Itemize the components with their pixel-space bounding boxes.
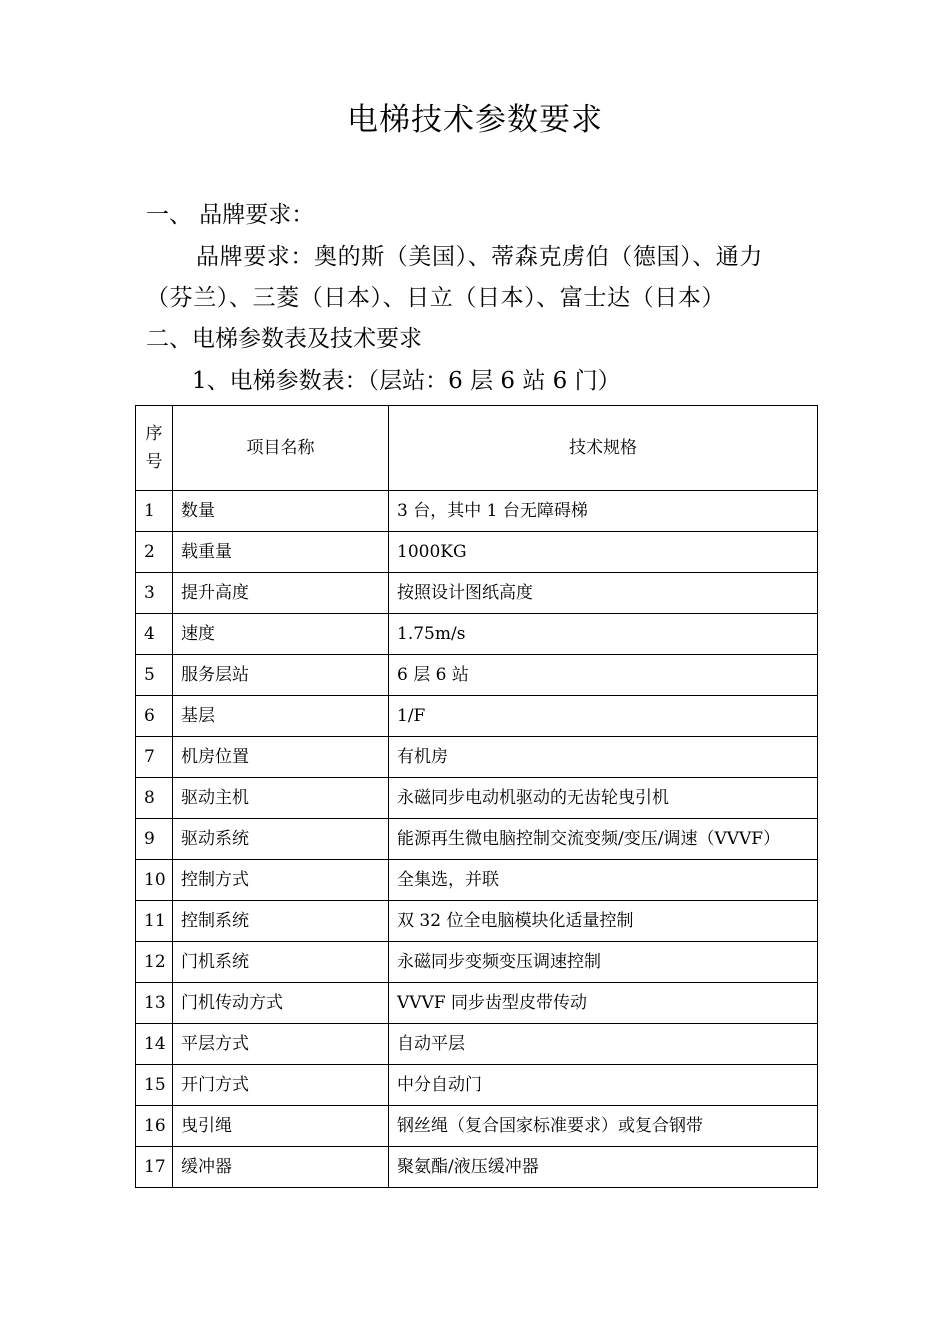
document-title: 电梯技术参数要求 xyxy=(347,102,603,138)
cell-specification: 永磁同步变频变压调速控制 xyxy=(389,942,818,983)
cell-item-name: 基层 xyxy=(173,696,389,737)
parameter-table-caption: 1、电梯参数表：（层站：6 层 6 站 6 门） xyxy=(192,368,621,394)
table-row xyxy=(136,942,818,983)
elevator-parameter-table xyxy=(135,405,818,1188)
cell-specification: 自动平层 xyxy=(389,1024,818,1065)
cell-specification: 双 32 位全电脑模块化适量控制 xyxy=(389,901,818,942)
cell-serial-number: 14 xyxy=(136,1024,173,1065)
table-row xyxy=(136,614,818,655)
table-row xyxy=(136,819,818,860)
cell-item-name: 驱动系统 xyxy=(173,819,389,860)
cell-item-name: 控制系统 xyxy=(173,901,389,942)
table-row xyxy=(136,901,818,942)
header-specification: 技术规格 xyxy=(389,406,818,491)
cell-serial-number: 10 xyxy=(136,860,173,901)
cell-serial-number: 13 xyxy=(136,983,173,1024)
header-item-name: 项目名称 xyxy=(173,406,389,491)
brand-requirement-line-1: 品牌要求：奥的斯（美国）、蒂森克虏伯（德国）、通力 xyxy=(196,244,763,270)
section-2-heading: 二、电梯参数表及技术要求 xyxy=(146,326,422,352)
cell-specification: 能源再生微电脑控制交流变频/变压/调速（VVVF） xyxy=(389,819,818,860)
cell-serial-number: 12 xyxy=(136,942,173,983)
cell-specification: 全集选，并联 xyxy=(389,860,818,901)
cell-serial-number: 16 xyxy=(136,1106,173,1147)
table-row xyxy=(136,737,818,778)
section-1-heading: 一、 品牌要求： xyxy=(146,202,315,228)
brand-requirement-line-2: （芬兰）、三菱（日本）、日立（日本）、富士达（日本） xyxy=(146,285,726,311)
table-row xyxy=(136,696,818,737)
cell-item-name: 开门方式 xyxy=(173,1065,389,1106)
table-row xyxy=(136,778,818,819)
cell-item-name: 门机系统 xyxy=(173,942,389,983)
cell-specification: 1000KG xyxy=(389,532,818,573)
table-row xyxy=(136,860,818,901)
header-serial-line-2: 号 xyxy=(145,452,163,472)
cell-specification: 按照设计图纸高度 xyxy=(389,573,818,614)
cell-item-name: 平层方式 xyxy=(173,1024,389,1065)
cell-item-name: 曳引绳 xyxy=(173,1106,389,1147)
table-row xyxy=(136,491,818,532)
cell-item-name: 服务层站 xyxy=(173,655,389,696)
table-row xyxy=(136,983,818,1024)
cell-serial-number: 8 xyxy=(136,778,173,819)
cell-item-name: 载重量 xyxy=(173,532,389,573)
cell-item-name: 提升高度 xyxy=(173,573,389,614)
cell-item-name: 门机传动方式 xyxy=(173,983,389,1024)
cell-item-name: 机房位置 xyxy=(173,737,389,778)
table-row xyxy=(136,573,818,614)
cell-item-name: 驱动主机 xyxy=(173,778,389,819)
cell-serial-number: 15 xyxy=(136,1065,173,1106)
cell-serial-number: 6 xyxy=(136,696,173,737)
cell-serial-number: 11 xyxy=(136,901,173,942)
table-row xyxy=(136,1147,818,1188)
cell-specification: 6 层 6 站 xyxy=(389,655,818,696)
cell-item-name: 数量 xyxy=(173,491,389,532)
cell-item-name: 速度 xyxy=(173,614,389,655)
cell-specification: 永磁同步电动机驱动的无齿轮曳引机 xyxy=(389,778,818,819)
cell-specification: 1/F xyxy=(389,696,818,737)
table-row xyxy=(136,1065,818,1106)
table-header-row xyxy=(136,406,818,491)
cell-specification: 3 台，其中 1 台无障碍梯 xyxy=(389,491,818,532)
cell-specification: 中分自动门 xyxy=(389,1065,818,1106)
cell-specification: VVVF 同步齿型皮带传动 xyxy=(389,983,818,1024)
cell-specification: 1.75m/s xyxy=(389,614,818,655)
cell-serial-number: 1 xyxy=(136,491,173,532)
cell-item-name: 控制方式 xyxy=(173,860,389,901)
cell-serial-number: 17 xyxy=(136,1147,173,1188)
cell-specification: 有机房 xyxy=(389,737,818,778)
table-row xyxy=(136,655,818,696)
table-row xyxy=(136,1024,818,1065)
cell-serial-number: 9 xyxy=(136,819,173,860)
cell-serial-number: 2 xyxy=(136,532,173,573)
cell-serial-number: 4 xyxy=(136,614,173,655)
cell-serial-number: 3 xyxy=(136,573,173,614)
cell-specification: 钢丝绳（复合国家标准要求）或复合钢带 xyxy=(389,1106,818,1147)
cell-item-name: 缓冲器 xyxy=(173,1147,389,1188)
cell-specification: 聚氨酯/液压缓冲器 xyxy=(389,1147,818,1188)
cell-serial-number: 7 xyxy=(136,737,173,778)
header-serial-line-1: 序 xyxy=(145,424,163,444)
header-serial-number xyxy=(136,406,173,491)
table-row xyxy=(136,1106,818,1147)
cell-serial-number: 5 xyxy=(136,655,173,696)
table-row xyxy=(136,532,818,573)
